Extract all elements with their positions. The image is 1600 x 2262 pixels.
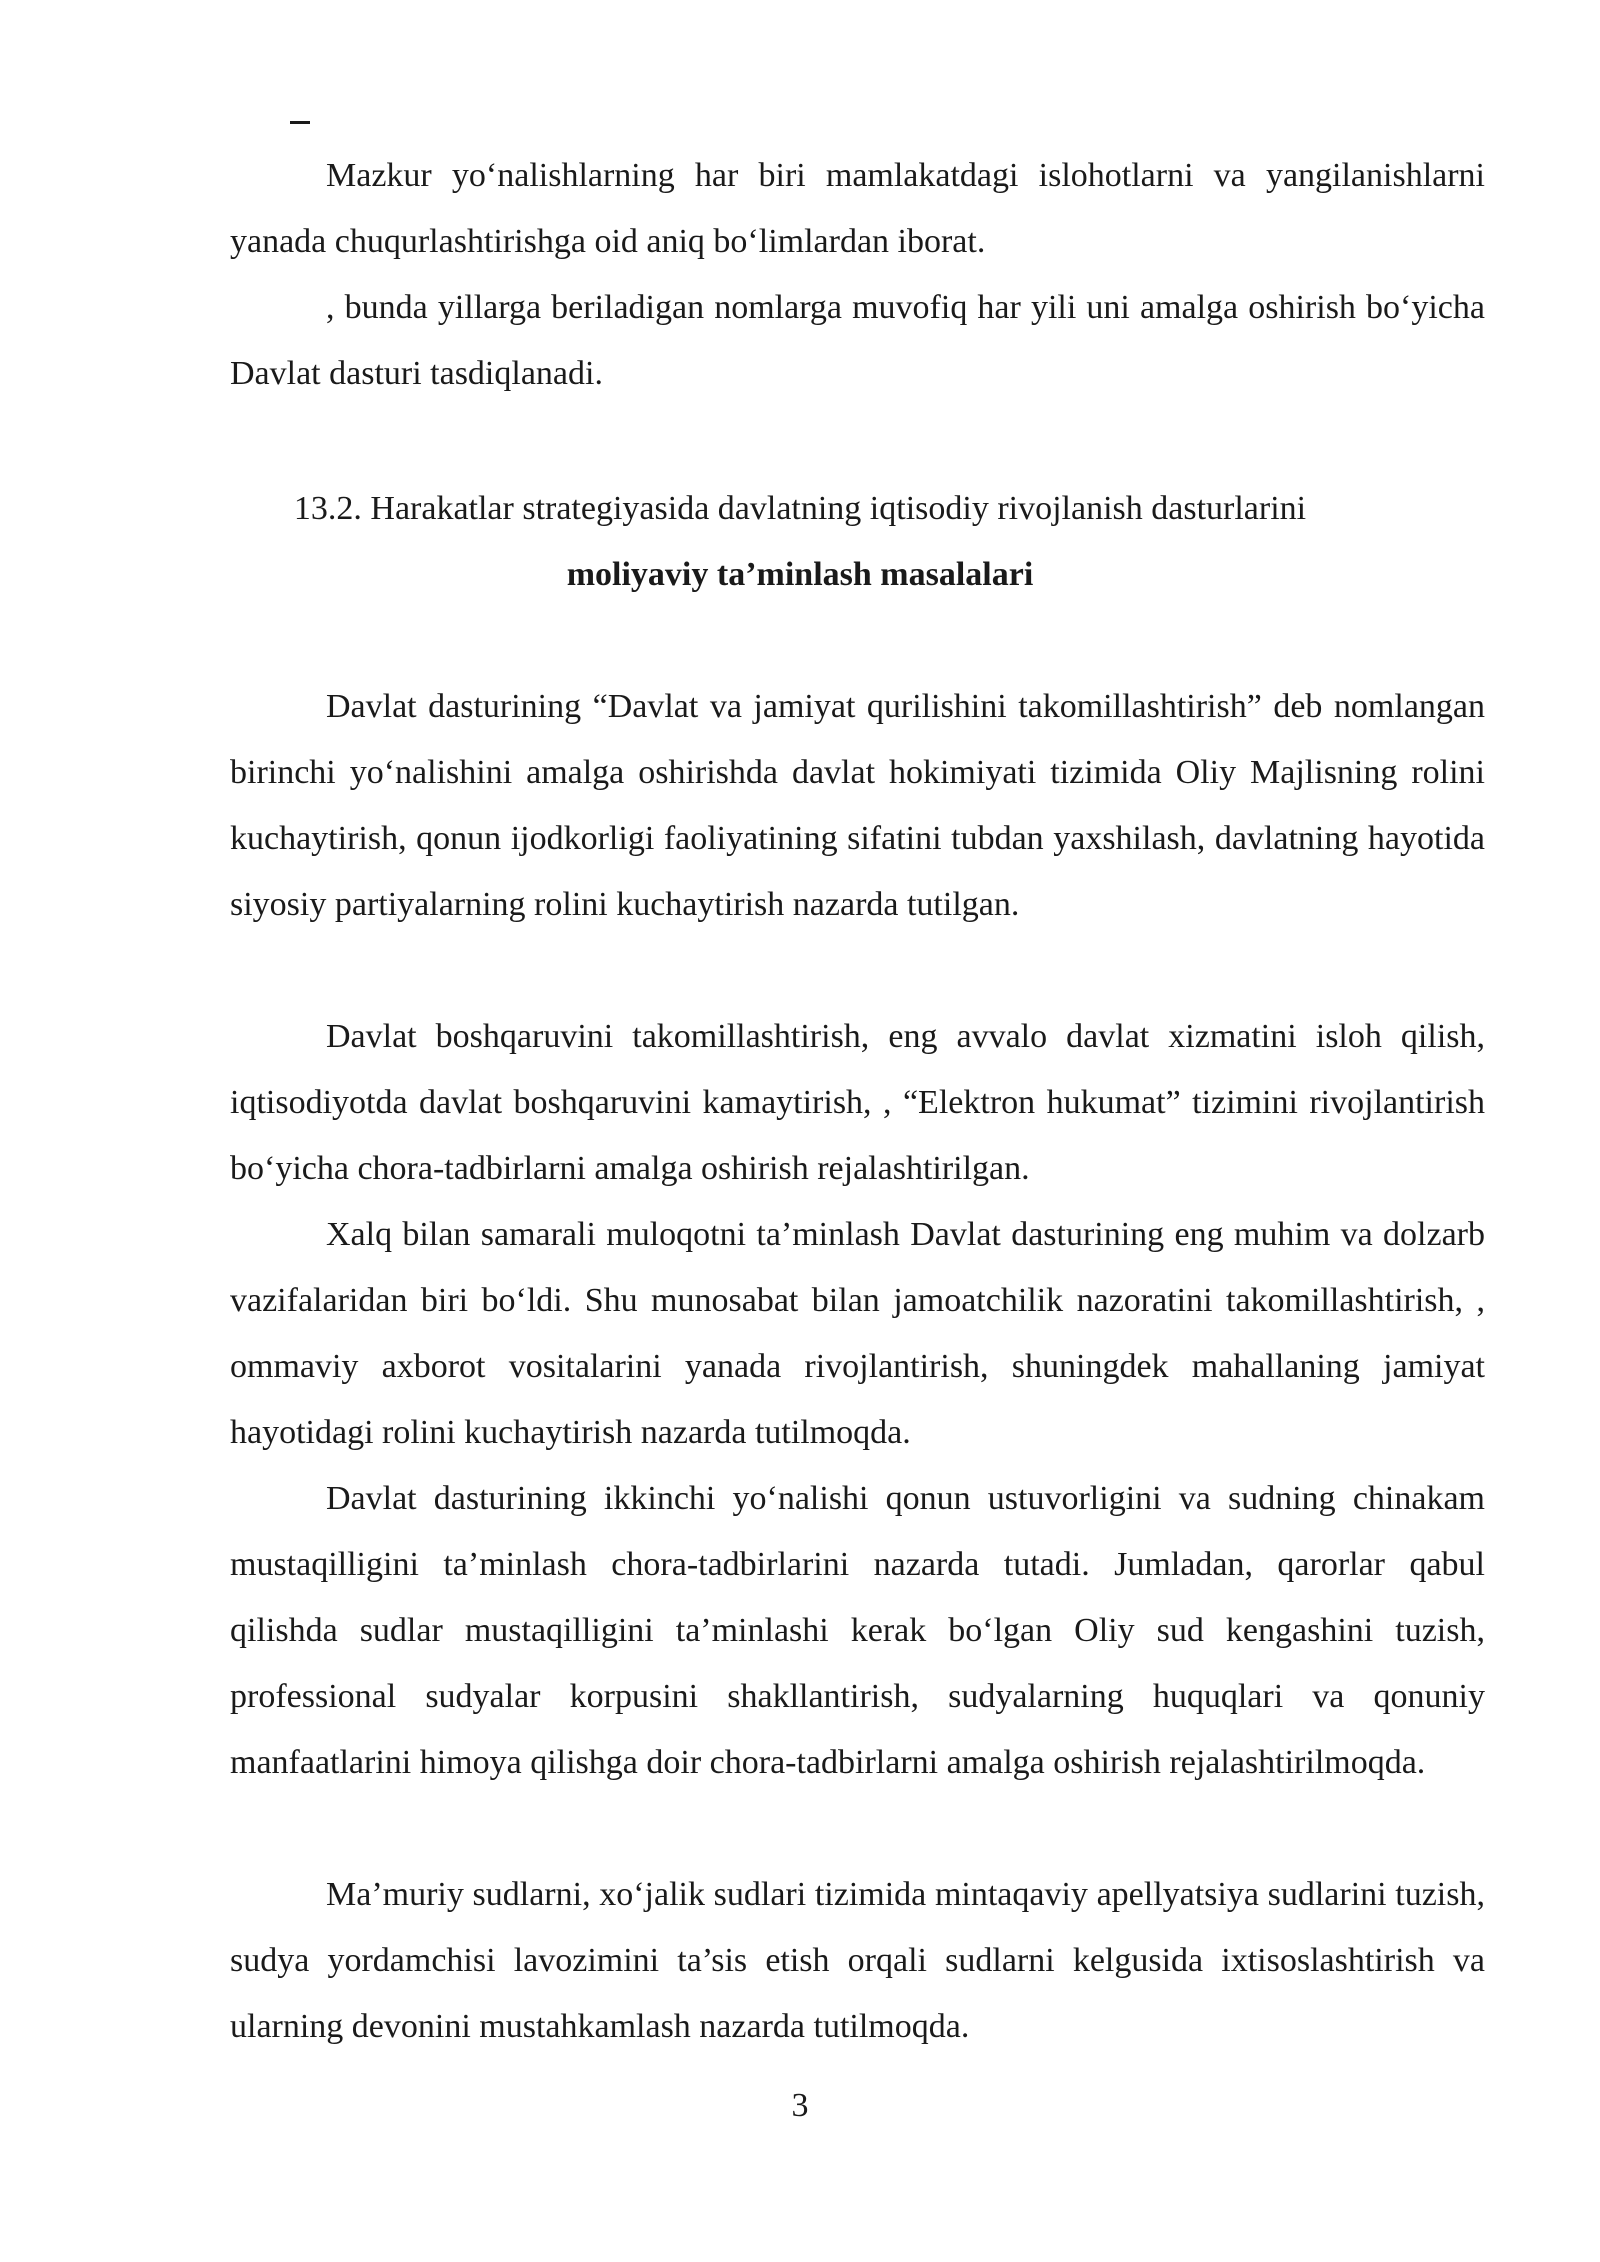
paragraph-state-program-note: , bunda yillarga beriladigan nomlarga muvofiq har yili uni amalga oshirish bo‘yicha Davlat dasturi tasdiqlanadi. (230, 289, 1485, 392)
section-heading-line-2: moliyaviy ta’minlash masalalari (566, 556, 1034, 593)
paragraph-public-administration: Davlat boshqaruvini takomillashtirish, eng avvalo davlat xizmatini isloh qilish, iqtisodiyotda davlat boshqaruvini kamaytirish, , “Elektron hukumat” tizimini rivojlantirish bo‘yicha chora-tadbirlarni amalga oshirish rejalashtirilgan. (230, 1018, 1485, 1187)
page-number: 3 (791, 2087, 809, 2124)
leading-dash (290, 121, 310, 124)
paragraph-first-direction: Davlat dasturining “Davlat va jamiyat qurilishini takomillashtirish” deb nomlangan birinchi yo‘nalishini amalga oshirishda davlat hokimiyati tizimida Oliy Majlisning rolini kuchaytirish, qonun ijodkorligi faoliyatining sifatini tubdan yaxshilash, davlatning hayotida siyosiy partiyalarning rolini kuchaytirish nazarda tutilgan. (230, 688, 1485, 923)
paragraph-dialogue-with-people: Xalq bilan samarali muloqotni ta’minlash Davlat dasturining eng muhim va dolzarb vazifalaridan biri bo‘ldi. Shu munosabat bilan jamoatchilik nazoratini takomillashtirish, , ommaviy axborot vositalarini yanada rivojlantirish, shuningdek mahallaning jamiyat hayotidagi rolini kuchaytirish nazarda tutilmoqda. (230, 1216, 1485, 1451)
paragraph-intro: Mazkur yo‘nalishlarning har biri mamlakatdagi islohotlarni va yangilanishlarni yanada chuqurlashtirishga oid aniq bo‘limlardan iborat. (230, 157, 1485, 260)
paragraph-administrative-courts: Ma’muriy sudlarni, xo‘jalik sudlari tizimida mintaqaviy apellyatsiya sudlarini tuzish, sudya yordamchisi lavozimini ta’sis etish orqali sudlarni kelgusida ixtisoslashtirish va ularning devonini mustahkamlash nazarda tutilmoqda. (230, 1876, 1485, 2045)
paragraph-second-direction: Davlat dasturining ikkinchi yo‘nalishi qonun ustuvorligini va sudning chinakam mustaqilligini ta’minlash chora-tadbirlarini nazarda tutadi. Jumladan, qarorlar qabul qilishda sudlar mustaqilligini ta’minlashi kerak bo‘lgan Oliy sud kengashini tuzish, professional sudyalar korpusini shakllantirish, sudyalarning huquqlari va qonuniy manfaatlarini himoya qilishga doir chora-tadbirlarni amalga oshirish rejalashtirilmoqda. (230, 1480, 1485, 1781)
section-heading-line-1: 13.2. Harakatlar strategiyasida davlatning iqtisodiy rivojlanish dasturlarini (293, 490, 1307, 527)
